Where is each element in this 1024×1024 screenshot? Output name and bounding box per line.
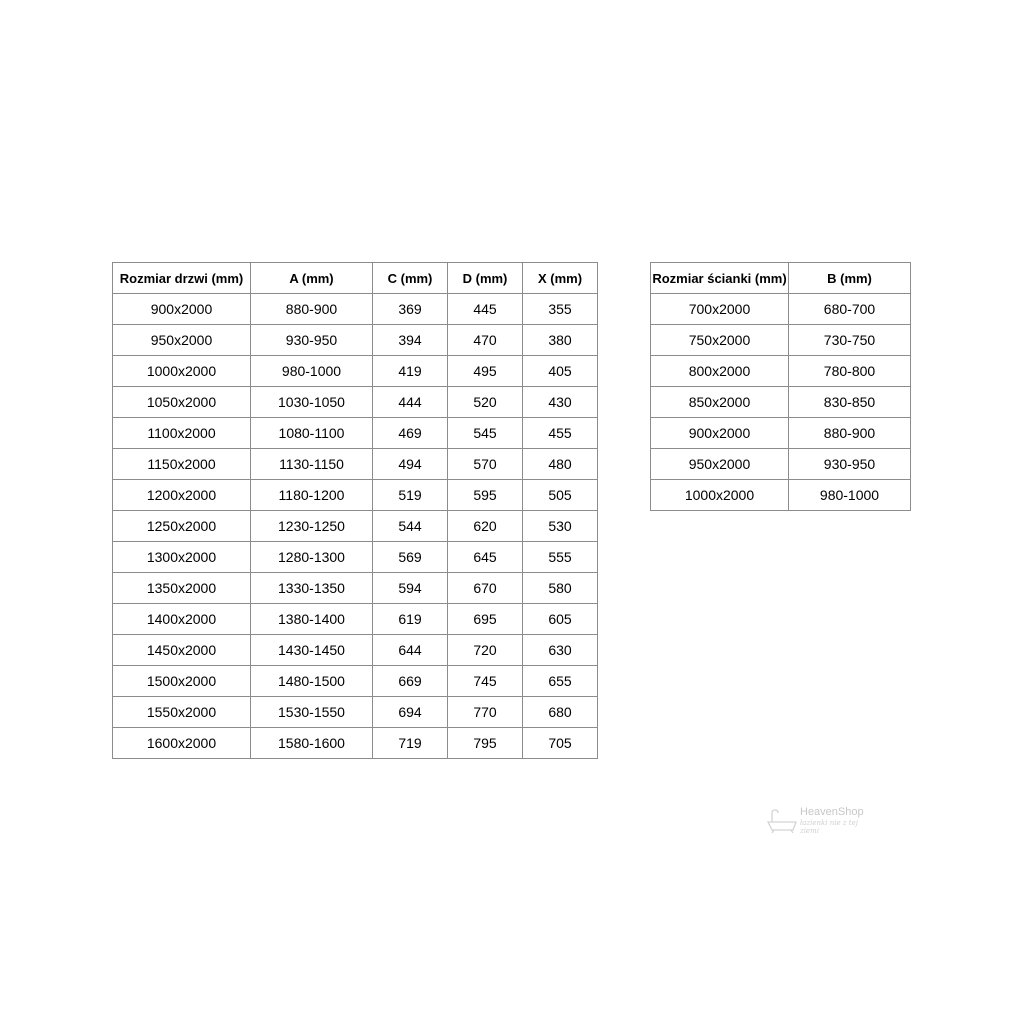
table-cell: 950x2000	[651, 449, 789, 480]
table-cell: 495	[448, 356, 523, 387]
table-cell: 695	[448, 604, 523, 635]
table-cell: 519	[373, 480, 448, 511]
column-header: A (mm)	[251, 263, 373, 294]
table-cell: 544	[373, 511, 448, 542]
table-row	[113, 666, 598, 697]
table-cell: 419	[373, 356, 448, 387]
table-cell: 580	[523, 573, 598, 604]
table-cell: 505	[523, 480, 598, 511]
table-cell: 720	[448, 635, 523, 666]
table-row	[651, 480, 911, 511]
table-cell: 1000x2000	[651, 480, 789, 511]
table-cell: 520	[448, 387, 523, 418]
table-cell: 1150x2000	[113, 449, 251, 480]
table-cell: 1400x2000	[113, 604, 251, 635]
table-cell: 730-750	[789, 325, 911, 356]
table-cell: 850x2000	[651, 387, 789, 418]
table-cell: 1300x2000	[113, 542, 251, 573]
table-cell: 1250x2000	[113, 511, 251, 542]
watermark-tagline: łazienki nie z tej ziemi	[800, 819, 858, 835]
table-cell: 470	[448, 325, 523, 356]
table-cell: 445	[448, 294, 523, 325]
table-cell: 1530-1550	[251, 697, 373, 728]
door-dimensions-table	[112, 262, 598, 759]
table-row	[113, 542, 598, 573]
table-row	[651, 418, 911, 449]
table-cell: 680-700	[789, 294, 911, 325]
table-cell: 655	[523, 666, 598, 697]
column-header: Rozmiar drzwi (mm)	[113, 263, 251, 294]
table-cell: 900x2000	[113, 294, 251, 325]
table-cell: 950x2000	[113, 325, 251, 356]
table-cell: 630	[523, 635, 598, 666]
table-cell: 930-950	[251, 325, 373, 356]
table-cell: 480	[523, 449, 598, 480]
table-row	[113, 511, 598, 542]
table-cell: 694	[373, 697, 448, 728]
table-row	[113, 480, 598, 511]
table-row	[113, 728, 598, 759]
table-row	[113, 294, 598, 325]
table-cell: 1350x2000	[113, 573, 251, 604]
table-cell: 680	[523, 697, 598, 728]
table-cell: 900x2000	[651, 418, 789, 449]
table-row	[113, 356, 598, 387]
table-cell: 595	[448, 480, 523, 511]
table-row	[651, 356, 911, 387]
table-cell: 605	[523, 604, 598, 635]
table-cell: 1080-1100	[251, 418, 373, 449]
table-row	[113, 449, 598, 480]
table-cell: 780-800	[789, 356, 911, 387]
table-cell: 619	[373, 604, 448, 635]
table-cell: 1480-1500	[251, 666, 373, 697]
table-cell: 669	[373, 666, 448, 697]
table-cell: 430	[523, 387, 598, 418]
table-row	[113, 635, 598, 666]
table-cell: 830-850	[789, 387, 911, 418]
table-cell: 569	[373, 542, 448, 573]
table-cell: 980-1000	[789, 480, 911, 511]
table-row	[113, 387, 598, 418]
table-cell: 455	[523, 418, 598, 449]
table-cell: 380	[523, 325, 598, 356]
table-cell: 1500x2000	[113, 666, 251, 697]
table-cell: 1330-1350	[251, 573, 373, 604]
table-cell: 1130-1150	[251, 449, 373, 480]
door-table-body	[113, 294, 598, 759]
table-cell: 980-1000	[251, 356, 373, 387]
bathtub-icon	[766, 808, 798, 834]
table-cell: 1550x2000	[113, 697, 251, 728]
table-cell: 880-900	[251, 294, 373, 325]
table-cell: 700x2000	[651, 294, 789, 325]
table-cell: 494	[373, 449, 448, 480]
table-cell: 670	[448, 573, 523, 604]
table-cell: 880-900	[789, 418, 911, 449]
heavenshop-watermark	[766, 806, 876, 834]
table-cell: 369	[373, 294, 448, 325]
table-cell: 1600x2000	[113, 728, 251, 759]
table-row	[651, 325, 911, 356]
table-row	[113, 325, 598, 356]
table-cell: 530	[523, 511, 598, 542]
table-cell: 469	[373, 418, 448, 449]
wall-dimensions-table	[650, 262, 911, 511]
table-cell: 705	[523, 728, 598, 759]
column-header: X (mm)	[523, 263, 598, 294]
table-row	[113, 573, 598, 604]
table-cell: 545	[448, 418, 523, 449]
table-row	[651, 449, 911, 480]
table-row	[113, 604, 598, 635]
table-cell: 644	[373, 635, 448, 666]
table-cell: 930-950	[789, 449, 911, 480]
column-header: B (mm)	[789, 263, 911, 294]
wall-table-header-row	[651, 263, 911, 294]
table-cell: 1180-1200	[251, 480, 373, 511]
table-cell: 594	[373, 573, 448, 604]
table-cell: 1450x2000	[113, 635, 251, 666]
watermark-brand: HeavenShop	[800, 806, 864, 818]
column-header: Rozmiar ścianki (mm)	[651, 263, 789, 294]
table-cell: 1030-1050	[251, 387, 373, 418]
table-cell: 405	[523, 356, 598, 387]
table-cell: 645	[448, 542, 523, 573]
wall-table-body	[651, 294, 911, 511]
column-header: D (mm)	[448, 263, 523, 294]
table-cell: 770	[448, 697, 523, 728]
table-cell: 444	[373, 387, 448, 418]
table-cell: 1050x2000	[113, 387, 251, 418]
table-cell: 555	[523, 542, 598, 573]
table-cell: 570	[448, 449, 523, 480]
table-cell: 620	[448, 511, 523, 542]
table-cell: 355	[523, 294, 598, 325]
table-row	[651, 387, 911, 418]
table-cell: 1580-1600	[251, 728, 373, 759]
table-cell: 800x2000	[651, 356, 789, 387]
table-row	[113, 697, 598, 728]
table-cell: 750x2000	[651, 325, 789, 356]
table-cell: 1000x2000	[113, 356, 251, 387]
door-table-header-row	[113, 263, 598, 294]
table-cell: 1100x2000	[113, 418, 251, 449]
table-cell: 719	[373, 728, 448, 759]
table-cell: 1430-1450	[251, 635, 373, 666]
table-cell: 745	[448, 666, 523, 697]
table-cell: 394	[373, 325, 448, 356]
column-header: C (mm)	[373, 263, 448, 294]
table-cell: 1230-1250	[251, 511, 373, 542]
table-cell: 1280-1300	[251, 542, 373, 573]
table-row	[651, 294, 911, 325]
table-cell: 1200x2000	[113, 480, 251, 511]
table-row	[113, 418, 598, 449]
table-cell: 1380-1400	[251, 604, 373, 635]
table-cell: 795	[448, 728, 523, 759]
